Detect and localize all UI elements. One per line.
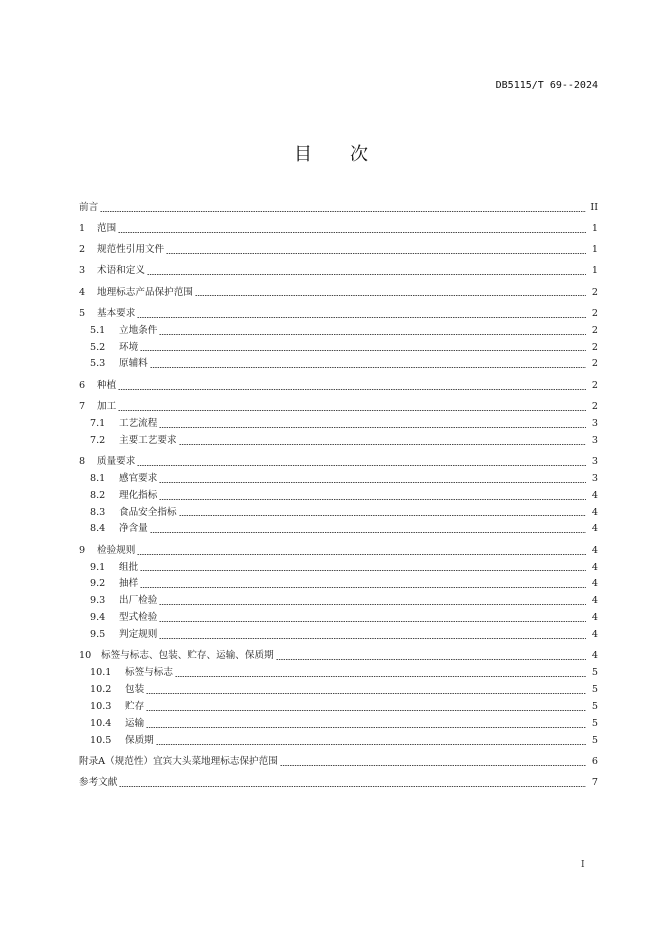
toc-entry[interactable] <box>79 306 598 323</box>
toc-entry-number: 9.2 <box>90 578 106 590</box>
toc-entry-page: 1 <box>591 244 598 256</box>
toc-entry-page: 2 <box>591 286 598 298</box>
toc-entry-number: 6 <box>79 379 86 391</box>
toc-leader-dots <box>147 274 586 275</box>
toc-entry-number: 9.1 <box>90 561 106 573</box>
toc-leader-dots <box>137 554 586 555</box>
toc-entry-number: 7.1 <box>90 417 106 429</box>
toc-entry-number: 5.2 <box>90 341 106 353</box>
toc-entry-number: 8.2 <box>90 489 106 501</box>
toc-leader-dots <box>276 659 586 660</box>
toc-entry-label: 标签与标志、包装、贮存、运输、保质期 <box>101 650 274 662</box>
toc-entry-number: 5 <box>79 307 86 319</box>
toc-leader-dots <box>118 389 586 390</box>
toc-entry[interactable] <box>79 543 598 560</box>
toc-entry-label: 基本要求 <box>97 307 136 319</box>
toc-entry-label: 包装 <box>125 684 145 696</box>
toc-entry-number: 9.5 <box>90 629 106 641</box>
toc-entry-label: 术语和定义 <box>97 265 145 277</box>
toc-subentry[interactable] <box>79 505 598 522</box>
toc-entry-label: 运输 <box>125 718 145 730</box>
toc-entry-number: 5.3 <box>90 358 106 370</box>
toc-entry-number: 8.4 <box>90 523 106 535</box>
toc-entry-page: 3 <box>591 472 598 484</box>
toc-entry-number: 10.3 <box>90 701 112 713</box>
toc-entry-label: 食品安全指标 <box>119 506 177 518</box>
toc-entry-label: 加工 <box>97 400 117 412</box>
toc-entry[interactable] <box>79 399 598 416</box>
toc-entry-page: 2 <box>591 307 598 319</box>
toc-entry-foreword[interactable] <box>79 200 598 217</box>
toc-entry-label: 主要工艺要求 <box>119 434 177 446</box>
toc-entry-number: 8.3 <box>90 506 106 518</box>
toc-entry-page: 1 <box>591 265 598 277</box>
toc-entry[interactable] <box>79 242 598 259</box>
toc-subentry[interactable] <box>79 416 598 433</box>
toc-subentry[interactable] <box>79 488 598 505</box>
toc-entry-page: II <box>590 202 598 213</box>
toc-entry-page: 1 <box>591 223 598 235</box>
document-code: DB5115/T 69--2024 <box>495 80 598 91</box>
toc-entry-label: 判定规则 <box>119 629 158 641</box>
toc-entry-number: 9.3 <box>90 595 106 607</box>
toc-entry-page: 7 <box>591 777 598 789</box>
toc-entry-bibliography[interactable] <box>79 775 598 792</box>
toc-subentry[interactable] <box>79 682 598 699</box>
toc-entry-page: 3 <box>591 417 598 429</box>
toc-entry-number: 10.1 <box>90 667 112 679</box>
toc-leader-dots <box>179 515 586 516</box>
toc-leader-dots <box>150 532 586 533</box>
toc-leader-dots <box>146 710 586 711</box>
toc-entry-page: 2 <box>591 379 598 391</box>
toc-leader-dots <box>166 253 586 254</box>
toc-entry-label: 保质期 <box>125 735 154 747</box>
toc-entry-label: 理化指标 <box>119 489 158 501</box>
toc-entry[interactable] <box>79 378 598 395</box>
toc-entry-page: 3 <box>591 434 598 446</box>
toc-entry[interactable] <box>79 221 598 238</box>
toc-subentry[interactable] <box>79 665 598 682</box>
toc-leader-dots <box>280 765 586 766</box>
toc-leader-dots <box>118 232 586 233</box>
table-of-contents <box>79 200 598 792</box>
toc-entry-page: 4 <box>591 612 598 624</box>
toc-entry-label: 工艺流程 <box>119 417 158 429</box>
toc-leader-dots <box>179 444 586 445</box>
toc-entry-label: 地理标志产品保护范围 <box>97 286 193 298</box>
toc-subentry[interactable] <box>79 433 598 450</box>
page-number: I <box>581 860 585 870</box>
toc-entry-label: 立地条件 <box>119 324 158 336</box>
page-title: 目次 <box>294 144 406 165</box>
toc-leader-dots <box>140 570 586 571</box>
toc-entry-label: 型式检验 <box>119 612 158 624</box>
toc-entry-page: 5 <box>591 718 598 730</box>
toc-leader-dots <box>159 427 586 428</box>
toc-subentry[interactable] <box>79 610 598 627</box>
toc-entry-number: 10.5 <box>90 735 112 747</box>
toc-leader-dots <box>175 676 586 677</box>
toc-subentry[interactable] <box>79 716 598 733</box>
toc-entry-label: 质量要求 <box>97 455 136 467</box>
toc-entry-number: 9 <box>79 544 86 556</box>
toc-subentry[interactable] <box>79 627 598 644</box>
toc-leader-dots <box>150 367 586 368</box>
toc-entry-label: 贮存 <box>125 701 145 713</box>
toc-entry-label: 前言 <box>79 202 99 213</box>
toc-leader-dots <box>119 786 586 787</box>
toc-entry[interactable] <box>79 648 598 665</box>
toc-entry-number: 10 <box>79 650 92 662</box>
toc-entry-label: 附录A（规范性）宜宾大头菜地理标志保护范围 <box>79 756 278 768</box>
toc-entry-label: 环境 <box>119 341 139 353</box>
toc-entry-page: 4 <box>591 595 598 607</box>
toc-leader-dots <box>140 350 586 351</box>
toc-entry-page: 4 <box>591 578 598 590</box>
toc-entry-page: 4 <box>591 544 598 556</box>
toc-entry-number: 5.1 <box>90 324 106 336</box>
toc-entry-label: 种植 <box>97 379 117 391</box>
toc-leader-dots <box>137 317 586 318</box>
toc-subentry[interactable] <box>79 576 598 593</box>
toc-entry-number: 7 <box>79 400 86 412</box>
toc-entry-number: 10.4 <box>90 718 112 730</box>
toc-leader-dots <box>100 211 586 212</box>
toc-leader-dots <box>159 638 586 639</box>
toc-subentry[interactable] <box>79 560 598 577</box>
toc-subentry[interactable] <box>79 323 598 340</box>
toc-subentry[interactable] <box>79 733 598 750</box>
toc-subentry[interactable] <box>79 340 598 357</box>
toc-subentry[interactable] <box>79 699 598 716</box>
toc-leader-dots <box>159 499 586 500</box>
toc-entry-label: 原辅料 <box>119 358 148 370</box>
toc-entry[interactable] <box>79 285 598 302</box>
toc-leader-dots <box>195 295 586 296</box>
toc-subentry[interactable] <box>79 521 598 538</box>
toc-entry-page: 5 <box>591 735 598 747</box>
toc-leader-dots <box>159 604 586 605</box>
toc-entry-number: 8.1 <box>90 472 106 484</box>
toc-entry-label: 范围 <box>97 223 117 235</box>
toc-leader-dots <box>159 621 586 622</box>
toc-entry-page: 4 <box>591 650 598 662</box>
toc-entry[interactable] <box>79 454 598 471</box>
toc-entry-label: 规范性引用文件 <box>97 244 165 256</box>
toc-entry-number: 1 <box>79 223 86 235</box>
toc-entry-page: 5 <box>591 701 598 713</box>
toc-subentry[interactable] <box>79 356 598 373</box>
toc-entry-number: 3 <box>79 265 86 277</box>
toc-entry-page: 5 <box>591 667 598 679</box>
toc-entry-page: 5 <box>591 684 598 696</box>
toc-entry-page: 4 <box>591 523 598 535</box>
toc-entry-label: 检验规则 <box>97 544 136 556</box>
toc-entry-page: 2 <box>591 324 598 336</box>
toc-entry-page: 4 <box>591 489 598 501</box>
toc-leader-dots <box>118 410 586 411</box>
toc-entry-page: 3 <box>591 455 598 467</box>
toc-entry-page: 6 <box>591 756 598 768</box>
toc-entry-page: 2 <box>591 400 598 412</box>
toc-leader-dots <box>159 482 586 483</box>
toc-entry-number: 10.2 <box>90 684 112 696</box>
toc-entry-label: 感官要求 <box>119 472 158 484</box>
toc-entry-number: 8 <box>79 455 86 467</box>
toc-leader-dots <box>146 727 586 728</box>
toc-leader-dots <box>159 334 586 335</box>
toc-entry-number: 4 <box>79 286 86 298</box>
toc-entry-page: 4 <box>591 629 598 641</box>
toc-subentry[interactable] <box>79 593 598 610</box>
toc-entry-number: 9.4 <box>90 612 106 624</box>
toc-entry-number: 7.2 <box>90 434 106 446</box>
toc-subentry[interactable] <box>79 471 598 488</box>
toc-entry-label: 组批 <box>119 561 139 573</box>
toc-leader-dots <box>156 744 586 745</box>
toc-entry-label: 参考文献 <box>79 777 118 789</box>
toc-entry[interactable] <box>79 263 598 280</box>
toc-entry-annex-a[interactable] <box>79 754 598 771</box>
toc-entry-label: 出厂检验 <box>119 595 158 607</box>
toc-entry-page: 4 <box>591 561 598 573</box>
toc-entry-label: 标签与标志 <box>125 667 173 679</box>
toc-entry-page: 2 <box>591 341 598 353</box>
toc-leader-dots <box>137 465 586 466</box>
toc-entry-page: 2 <box>591 358 598 370</box>
toc-leader-dots <box>146 693 586 694</box>
toc-leader-dots <box>140 587 586 588</box>
toc-entry-label: 净含量 <box>119 523 148 535</box>
toc-entry-number: 2 <box>79 244 86 256</box>
toc-entry-label: 抽样 <box>119 578 139 590</box>
toc-entry-page: 4 <box>591 506 598 518</box>
